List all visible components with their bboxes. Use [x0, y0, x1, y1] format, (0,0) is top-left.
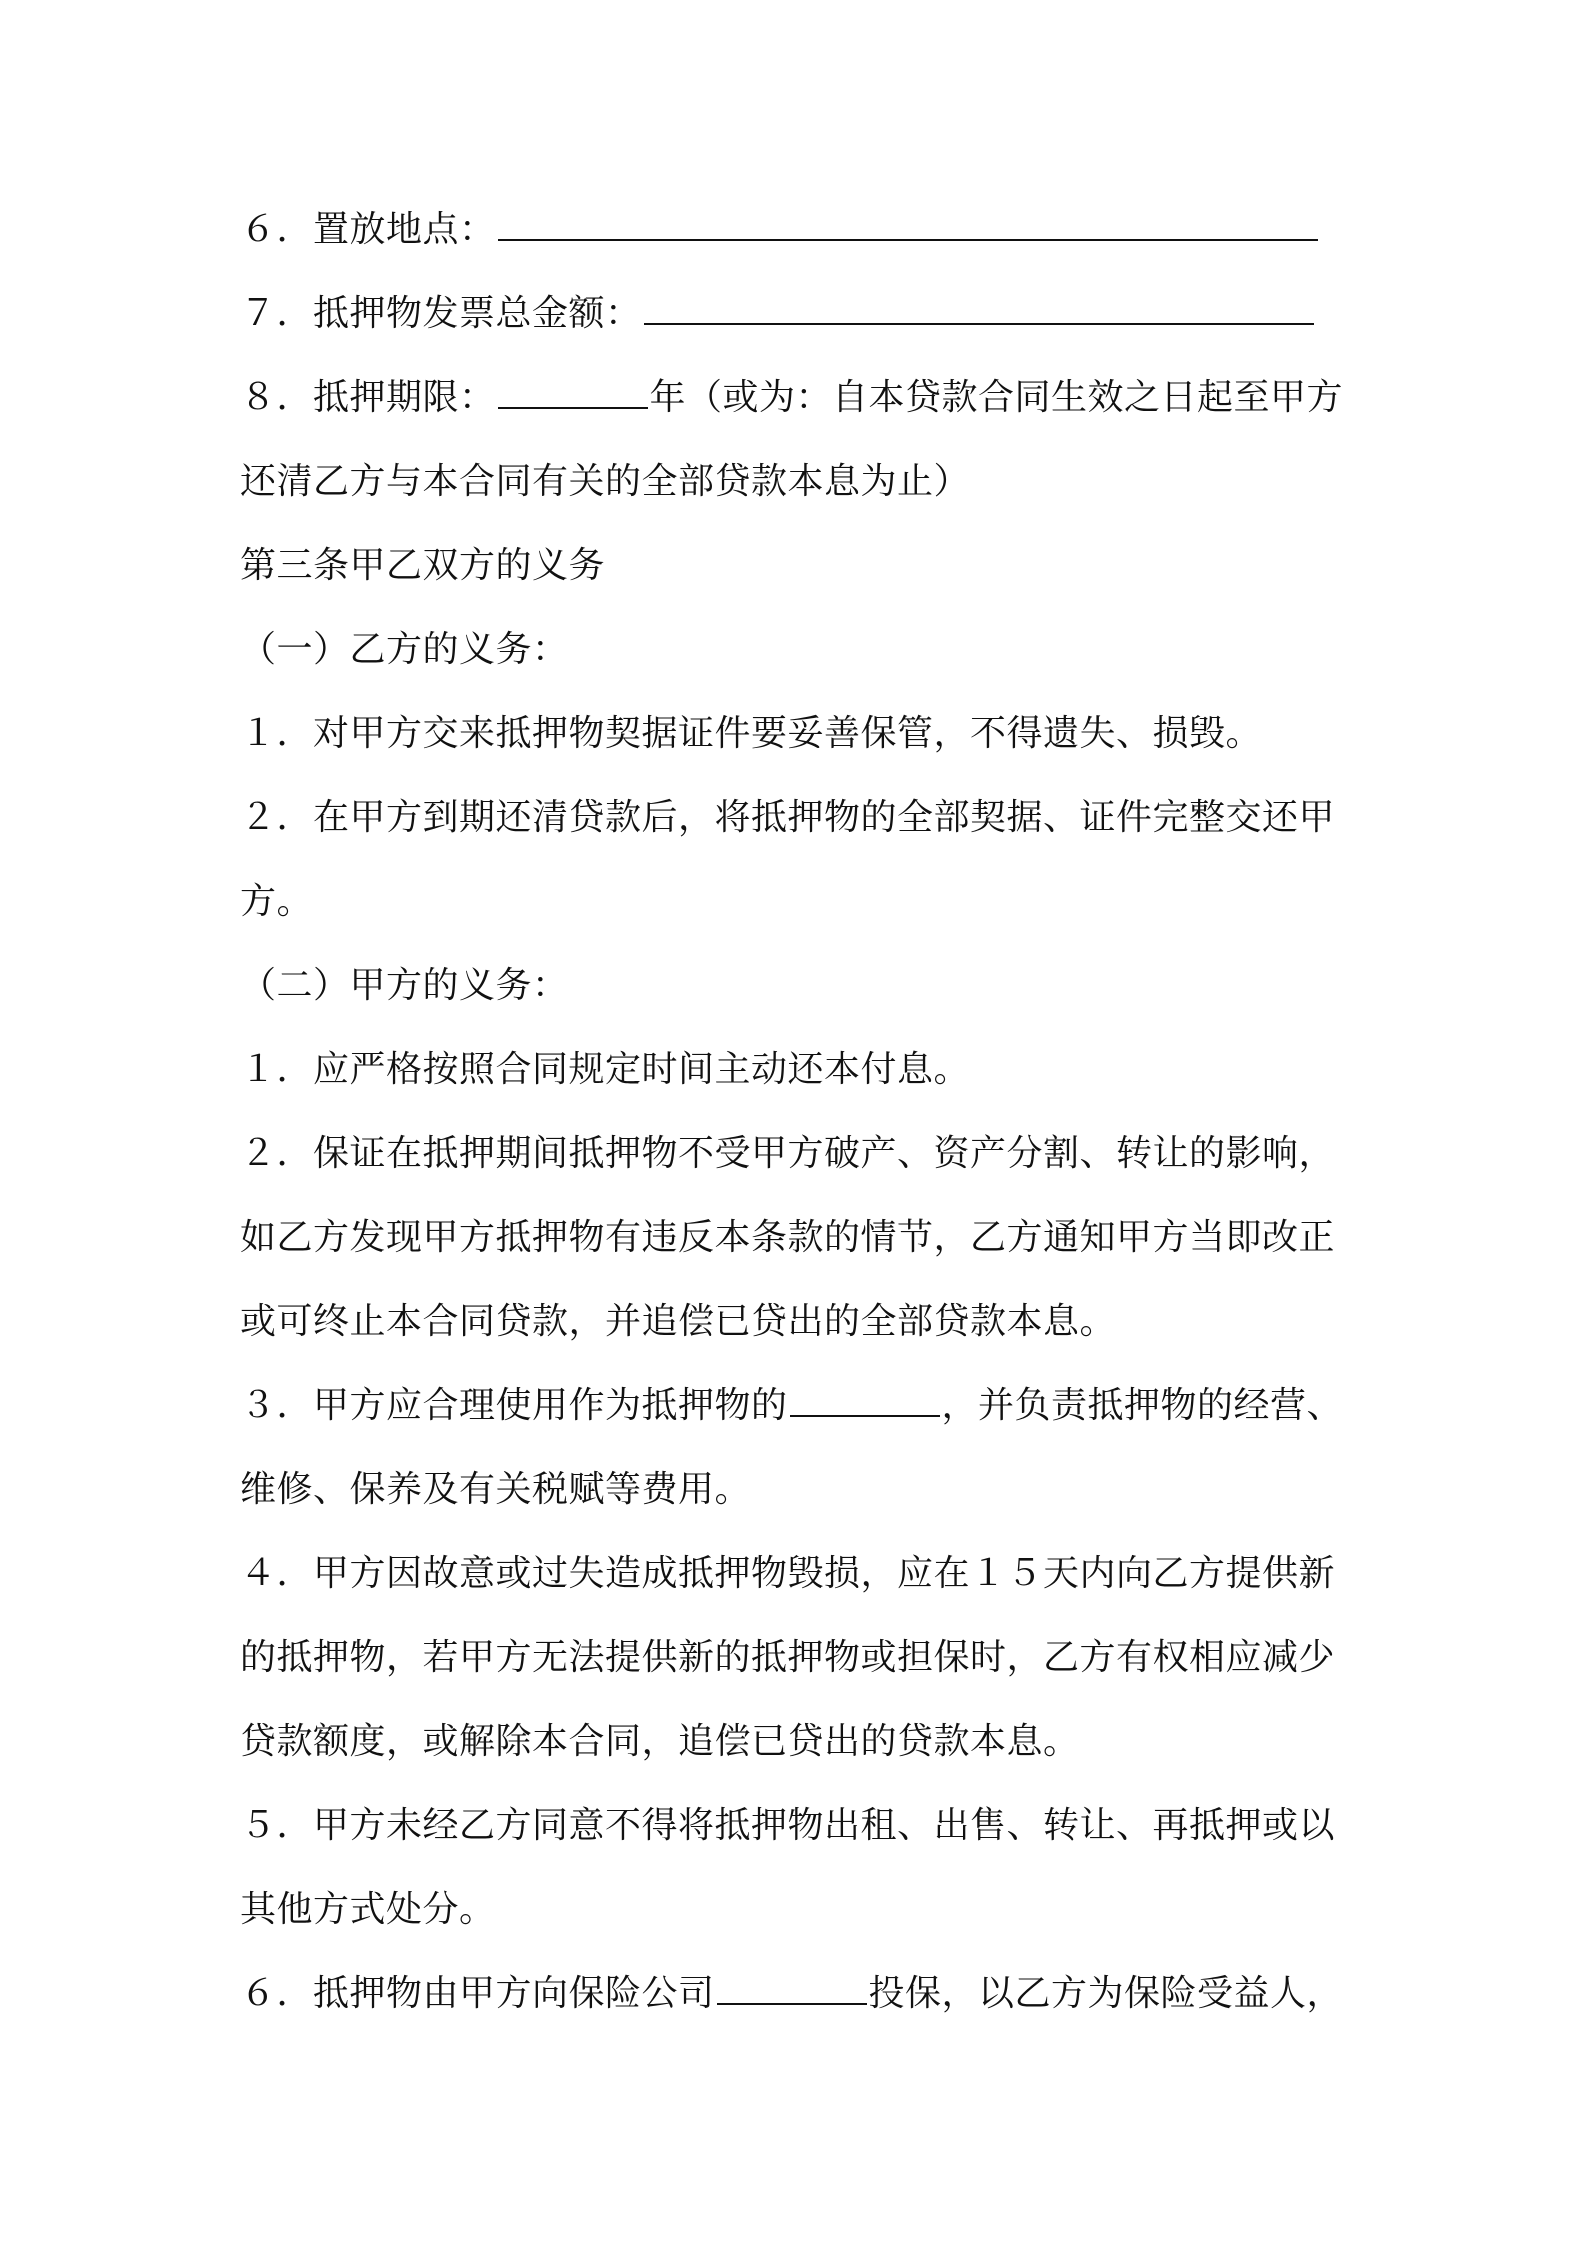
line-text: 其他方式处分。	[240, 1889, 496, 1930]
line-text: 如乙方发现甲方抵押物有违反本条款的情节，乙方通知甲方当即改正	[240, 1217, 1336, 1258]
clause-mortgage-term	[240, 368, 1360, 428]
line-text: ６．抵押物由甲方向保险公司	[240, 1973, 715, 2014]
text-line	[240, 872, 1360, 932]
clause-invoice-amount	[240, 284, 1360, 344]
line-text: 第三条甲乙双方的义务	[240, 545, 606, 586]
fill-blank-invoice-amount[interactable]	[644, 289, 1314, 325]
text-line	[240, 1040, 1360, 1100]
text-line	[240, 1628, 1360, 1688]
line-text: （二）甲方的义务：	[240, 965, 569, 1006]
line-text: 投保，以乙方为保险受益人，	[868, 1973, 1344, 2014]
line-text: 或可终止本合同贷款，并追偿已贷出的全部贷款本息。	[240, 1301, 1117, 1342]
line-text: １．对甲方交来抵押物契据证件要妥善保管，不得遗失、损毁。	[240, 713, 1263, 754]
fill-blank-insurer[interactable]	[717, 1969, 867, 2005]
clause-placement-location	[240, 200, 1360, 260]
line-text: 贷款额度，或解除本合同，追偿已贷出的贷款本息。	[240, 1721, 1080, 1762]
section-heading	[240, 536, 1360, 596]
text-line	[240, 1292, 1360, 1352]
text-line	[240, 1712, 1360, 1772]
line-text: １．应严格按照合同规定时间主动还本付息。	[240, 1049, 971, 1090]
line-text: 还清乙方与本合同有关的全部贷款本息为止）	[240, 461, 971, 502]
line-text: ８．抵押期限：	[240, 377, 496, 418]
fill-blank-location[interactable]	[498, 205, 1318, 241]
text-line	[240, 1880, 1360, 1940]
clause-insurance	[240, 1964, 1360, 2024]
subsection-heading	[240, 956, 1360, 1016]
text-line	[240, 1796, 1360, 1856]
line-text: ３．甲方应合理使用作为抵押物的	[240, 1385, 788, 1426]
line-text: ２．在甲方到期还清贷款后，将抵押物的全部契据、证件完整交还甲	[240, 797, 1336, 838]
text-line	[240, 1124, 1360, 1184]
text-line	[240, 452, 1360, 512]
line-text: ５．甲方未经乙方同意不得将抵押物出租、出售、转让、再抵押或以	[240, 1805, 1336, 1846]
text-line	[240, 704, 1360, 764]
line-text: 的抵押物，若甲方无法提供新的抵押物或担保时，乙方有权相应减少	[240, 1637, 1336, 1678]
clause-reasonable-use	[240, 1376, 1360, 1436]
text-line	[240, 788, 1360, 848]
line-text: 方。	[240, 881, 314, 922]
line-text: ，并负责抵押物的经营、	[941, 1385, 1344, 1426]
text-line	[240, 1544, 1360, 1604]
line-text: 维修、保养及有关税赋等费用。	[240, 1469, 752, 1510]
text-line	[240, 1208, 1360, 1268]
line-text: （一）乙方的义务：	[240, 629, 569, 670]
line-text: ２．保证在抵押期间抵押物不受甲方破产、资产分割、转让的影响，	[240, 1133, 1336, 1174]
subsection-heading	[240, 620, 1360, 680]
line-text: ６．置放地点：	[240, 209, 496, 250]
line-text: ４．甲方因故意或过失造成抵押物毁损，应在１５天内向乙方提供新	[240, 1553, 1336, 1594]
text-line	[240, 1460, 1360, 1520]
fill-blank-term-years[interactable]	[498, 373, 648, 409]
line-text: ７．抵押物发票总金额：	[240, 293, 642, 334]
line-text: 年（或为：自本贷款合同生效之日起至甲方	[649, 377, 1344, 418]
fill-blank-collateral[interactable]	[790, 1381, 940, 1417]
